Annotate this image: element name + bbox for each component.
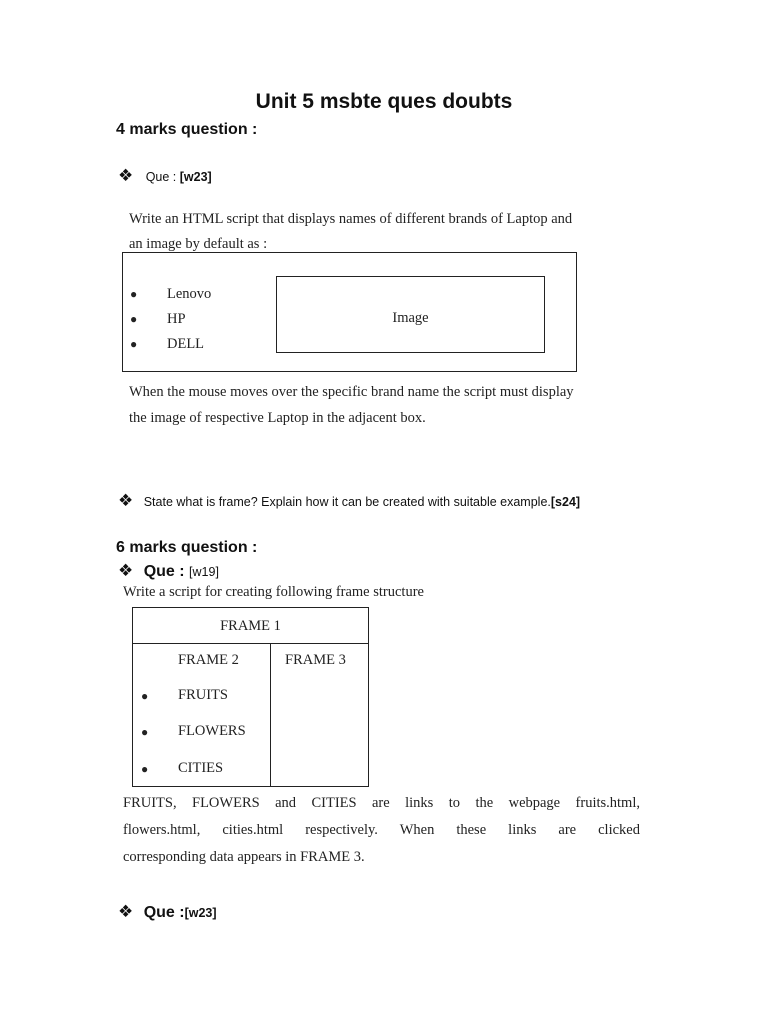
question-tag: [s24] [550,495,581,509]
page-title: Unit 5 msbte ques doubts [255,90,513,113]
question-label: Que : [145,170,180,184]
question-1-after-line-2: the image of respective Laptop in the adjacent box. [129,410,426,426]
diamond-bullet-icon: ❖ [118,561,134,580]
question-tag: [w23] [179,170,212,184]
bullet-icon: ● [141,725,149,739]
diamond-bullet-icon: ❖ [118,902,134,921]
question-1-after-line-1: When the mouse moves over the specific brand name the script must display [129,384,574,400]
question-3-desc-line-2: flowers.html, cities.html respectively. When these links are clicked [123,822,640,838]
diamond-bullet-icon: ❖ [118,166,134,185]
frame-structure-figure [132,607,369,787]
question-3-intro: Write a script for creating following frame structure [123,584,424,600]
frame-link-fruits: FRUITS [178,687,228,703]
diamond-bullet-icon: ❖ [118,491,134,510]
question-tag: [w23] [184,906,217,920]
brand-item: Lenovo [167,286,212,302]
question-2-text: State what is frame? Explain how it can be created with suitable example. [143,495,551,509]
image-label: Image [392,310,429,326]
bullet-icon: ● [130,337,138,351]
question-1-line-2: an image by default as : [129,236,268,252]
question-label: Que : [143,563,190,580]
question-2 [118,491,580,511]
frame-2-label: FRAME 2 [178,652,239,668]
laptop-layout-figure [122,252,577,372]
frame-3-label: FRAME 3 [285,652,346,668]
bullet-icon: ● [141,689,149,703]
question-3-desc-line-1: FRUITS, FLOWERS and CITIES are links to the webpage fruits.html, [123,795,640,811]
frame-1-label: FRAME 1 [220,618,281,634]
question-1-heading [118,166,212,186]
frame-divider-horizontal [133,643,368,644]
question-tag: [w19] [189,565,219,579]
bullet-icon: ● [141,762,149,776]
frame-divider-vertical [270,643,271,786]
question-3-heading [118,561,219,581]
question-4-heading [118,902,217,922]
frame-link-cities: CITIES [178,760,224,776]
bullet-icon: ● [130,312,138,326]
question-label: Que : [143,904,185,921]
frame-link-flowers: FLOWERS [178,723,246,739]
brand-item: DELL [167,336,205,352]
image-placeholder-box [276,276,545,353]
question-3-desc-line-3: corresponding data appears in FRAME 3. [123,849,365,865]
question-1-line-1: Write an HTML script that displays names of different brands of Laptop and [129,211,573,227]
brand-item: HP [167,311,186,327]
section-heading-4-marks: 4 marks question : [116,121,258,138]
section-heading-6-marks: 6 marks question : [116,539,258,556]
bullet-icon: ● [130,287,138,301]
